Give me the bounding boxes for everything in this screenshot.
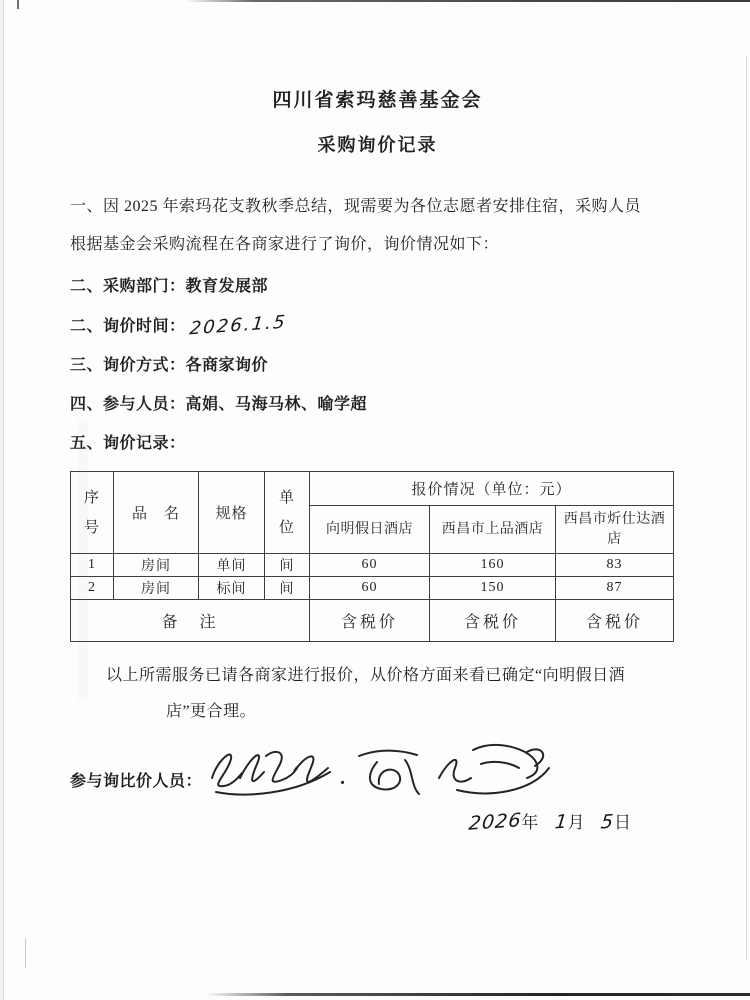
quote-table	[70, 471, 674, 642]
document-title: 四川省索玛慈善基金会	[272, 90, 483, 111]
intro-paragraph	[70, 188, 685, 264]
table-footer-row	[71, 600, 674, 642]
footer-tax-note-3: 含税价	[556, 600, 674, 642]
cell-price-vendor-3: 87	[556, 577, 674, 600]
table-header-row-1	[71, 472, 674, 506]
intro-line-2: 根据基金会采购流程在各商家进行了询价，询价情况如下：	[70, 236, 500, 253]
signers-label: 参与询比价人员：	[70, 773, 203, 790]
cell-unit: 间	[265, 577, 310, 600]
cell-unit: 间	[265, 554, 310, 577]
cell-price-vendor-2: 160	[430, 554, 556, 577]
footer-tax-note-2: 含税价	[430, 600, 556, 642]
conclusion-line-1: 以上所需服务已请各商家进行报价，从价格方面来看已确定“向明假日酒	[106, 667, 626, 684]
signature-row	[70, 738, 685, 800]
handwritten-month: 1	[553, 810, 569, 834]
signature-1-scribble	[202, 738, 340, 800]
scan-artifact-bottom-line	[205, 993, 750, 996]
item-inquiry-time	[70, 311, 685, 340]
item-participants	[70, 393, 685, 417]
scan-artifact-top-tick	[17, 0, 19, 9]
signature-3-scribble	[429, 736, 555, 800]
scan-artifact-top-line	[185, 0, 750, 2]
header-seq: 序号	[71, 472, 114, 554]
signature-2-scribble	[347, 742, 429, 800]
month-unit: 月	[567, 813, 589, 832]
handwritten-date-line	[70, 808, 685, 833]
intro-line-1: 一、因 2025 年索玛花支教秋季总结，现需要为各位志愿者安排住宿，采购人员	[70, 198, 642, 215]
cell-name: 房间	[114, 554, 199, 577]
header-unit: 单位	[265, 472, 310, 554]
item-label: 二、采购部门：	[70, 278, 186, 295]
cell-seq: 1	[71, 554, 114, 577]
table-row	[71, 577, 674, 600]
item-label: 四、参与人员：	[70, 396, 186, 413]
item-value: 高娟、马海马林、喻学超	[185, 396, 368, 413]
item-label: 三、询价方式：	[70, 357, 186, 374]
scan-artifact-left-strip	[0, 0, 4, 1000]
conclusion-paragraph	[70, 658, 685, 730]
item-value: 各商家询价	[185, 357, 269, 374]
header-vendor-3: 西昌市炘仕达酒店	[556, 506, 674, 554]
scan-artifact-right-line	[746, 55, 747, 960]
table-row	[71, 554, 674, 577]
cell-seq: 2	[71, 577, 114, 600]
cell-price-vendor-3: 83	[556, 554, 674, 577]
item-inquiry-record	[70, 432, 685, 456]
signature-1	[202, 738, 340, 800]
day-unit: 日	[614, 813, 635, 832]
cell-price-vendor-2: 150	[430, 577, 556, 600]
signature-3	[429, 736, 555, 800]
item-inquiry-method	[70, 354, 685, 378]
scan-artifact-small-line	[25, 938, 26, 968]
header-name: 品 名	[114, 472, 199, 554]
handwritten-inquiry-date: 2026.1.5	[187, 311, 288, 340]
handwritten-year: 2026	[467, 809, 523, 835]
cell-price-vendor-1: 60	[310, 577, 430, 600]
header-vendor-1: 向明假日酒店	[310, 506, 430, 554]
cell-spec: 单间	[199, 554, 265, 577]
conclusion-line-2: 店”更合理。	[166, 703, 257, 720]
item-purchase-department	[70, 275, 685, 299]
cell-price-vendor-1: 60	[310, 554, 430, 577]
header-quote-title: 报价情况（单位：元）	[310, 472, 674, 506]
signature-2	[347, 742, 429, 800]
signature-separator-dot: .	[340, 767, 346, 789]
header-spec: 规格	[199, 472, 265, 554]
year-unit: 年	[521, 813, 543, 832]
handwritten-day: 5	[599, 810, 616, 834]
header-vendor-2: 西昌市上品酒店	[430, 506, 556, 554]
item-label: 二、询价时间：	[70, 318, 186, 335]
document-subtitle: 采购询价记录	[317, 135, 438, 155]
cell-spec: 标间	[199, 577, 265, 600]
footer-tax-note-1: 含税价	[310, 600, 430, 642]
footer-remark-label: 备 注	[71, 600, 310, 642]
item-label: 五、询价记录：	[70, 435, 186, 452]
cell-name: 房间	[114, 577, 199, 600]
item-value: 教育发展部	[185, 278, 269, 295]
